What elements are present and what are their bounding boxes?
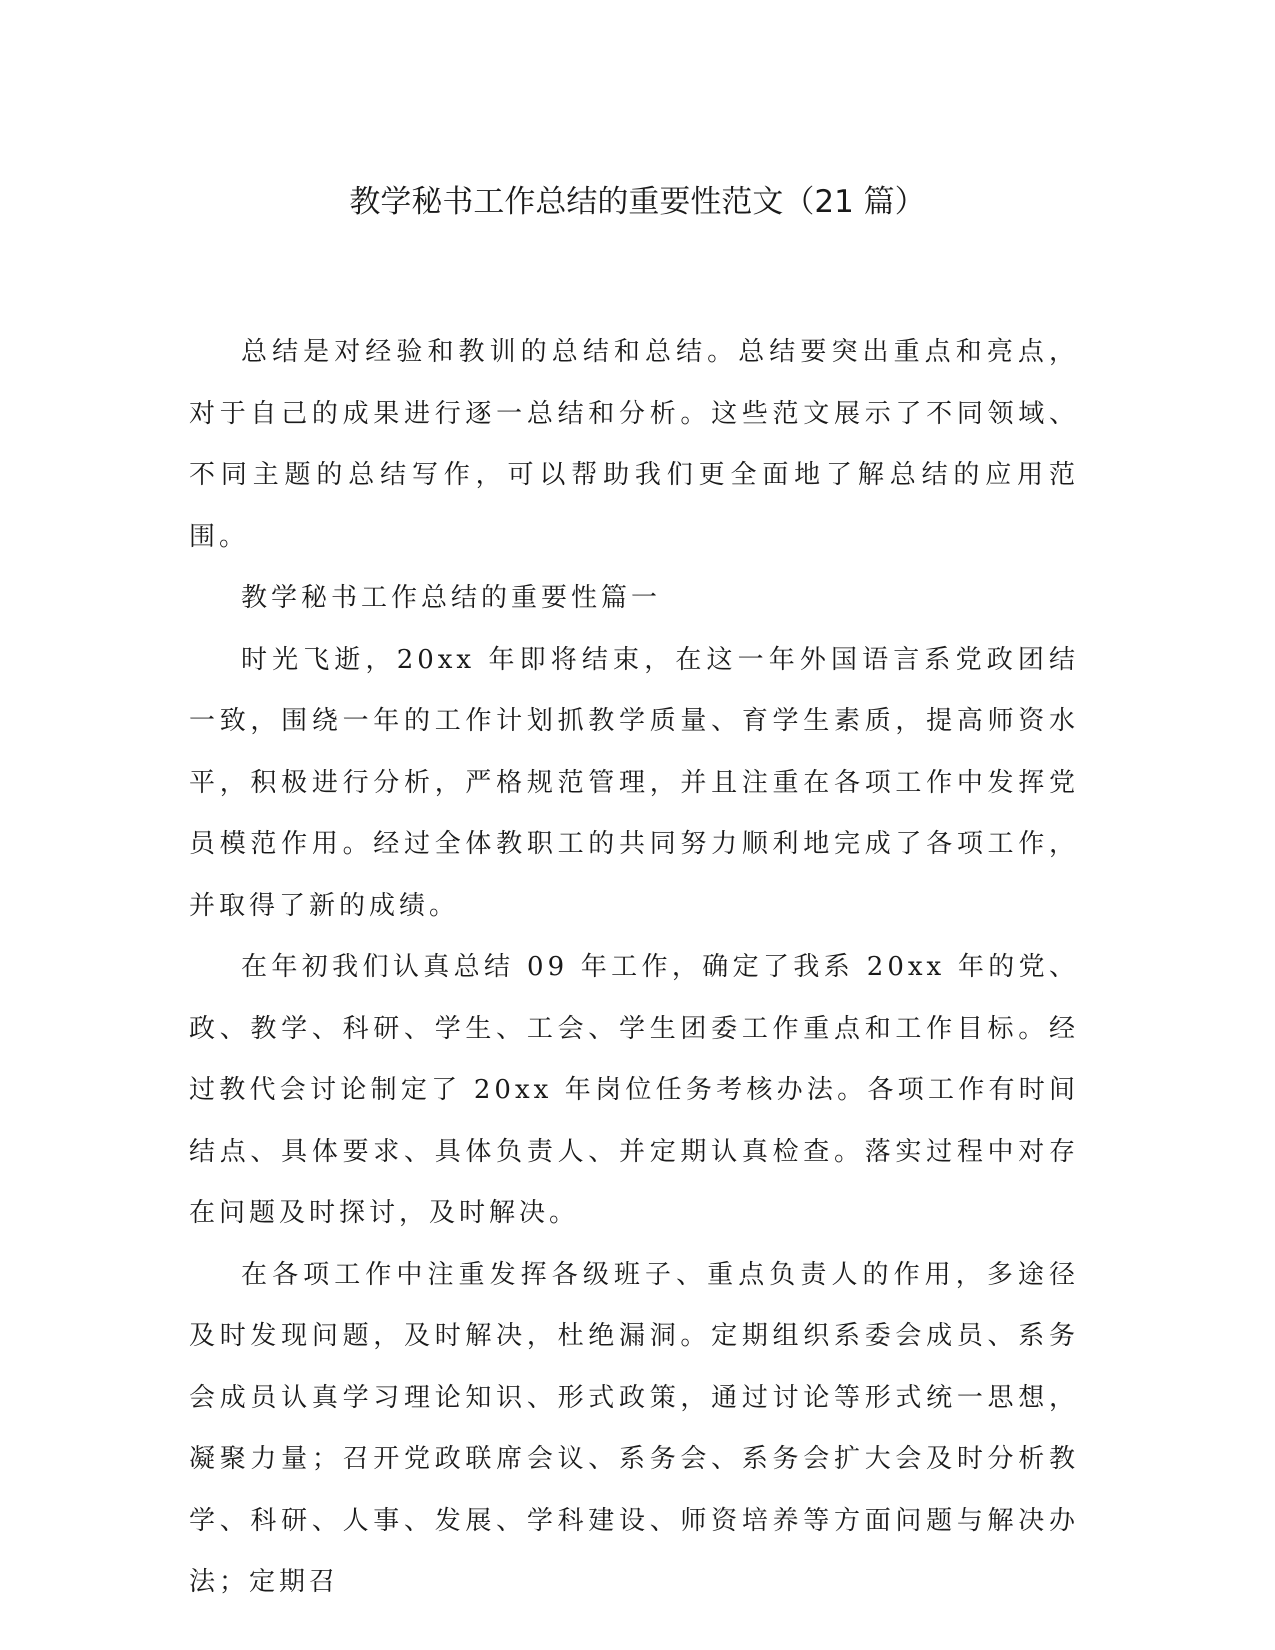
section-heading: 教学秘书工作总结的重要性篇一 <box>241 583 662 613</box>
body-paragraph: 时光飞逝，20xx 年即将结束，在这一年外国语言系党政团结一致，围绕一年的工作计划抓教学质量、育学生素质，提高师资水平，积极进行分析，严格规范管理，并且注重在各项工作中发挥党员模范作用。经过全体教职工的共同努力顺利地完成了各项工作，并取得了新的成绩。 <box>189 644 1079 921</box>
document-body <box>189 322 1079 1614</box>
intro-paragraph: 总结是对经验和教训的总结和总结。总结要突出重点和亮点，对于自己的成果进行逐一总结和分析。这些范文展示了不同领域、不同主题的总结写作，可以帮助我们更全面地了解总结的应用范围。 <box>189 337 1079 552</box>
body-paragraph: 在年初我们认真总结 09 年工作，确定了我系 20xx 年的党、政、教学、科研、学生、工会、学生团委工作重点和工作目标。经过教代会讨论制定了 20xx 年岗位任务考核办法。各项工作有时间结点、具体要求、具体负责人、并定期认真检查。落实过程中对存在问题及时探讨，及时解决。 <box>189 952 1079 1228</box>
document-title: 教学秘书工作总结的重要性范文（21 篇） <box>349 184 926 220</box>
body-paragraph: 在各项工作中注重发挥各级班子、重点负责人的作用，多途径及时发现问题，及时解决，杜绝漏洞。定期组织系委会成员、系务会成员认真学习理论知识、形式政策，通过讨论等形式统一思想，凝聚力量；召开党政联席会议、系务会、系务会扩大会及时分析教学、科研、人事、发展、学科建设、师资培养等方面问题与解决办法；定期召 <box>189 1259 1079 1597</box>
